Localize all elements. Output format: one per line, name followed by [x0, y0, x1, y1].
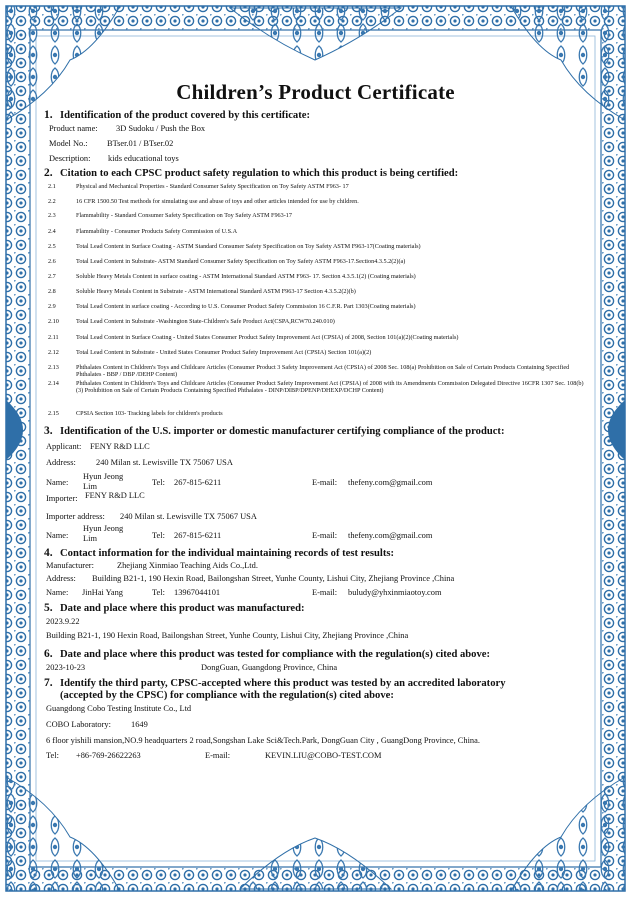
- tel-label: Tel:: [152, 478, 165, 487]
- email-label-2: E-mail:: [312, 531, 338, 540]
- tel-value-2: 267-815-6211: [174, 531, 222, 540]
- product-name-value: 3D Sudoku / Push the Box: [116, 124, 206, 133]
- citation-text: Phthalates Content in Children's Toys and Childcare Articles (Consumer Product 3 Safety Improvement Act (CPSIA) of 2008 Sec. 108(a) Prohibition on Sale of Certain Products Containing Specified Phthalates - BBP / DBP /DEHP Content): [76, 364, 570, 379]
- citation-number: 2.4: [48, 228, 56, 235]
- manufacture-date: 2023.9.22: [46, 617, 80, 626]
- applicant-label: Applicant:: [46, 442, 82, 451]
- section-6-heading: 6. Date and place where this product was tested for compliance with the regulation(s) cited above:: [44, 648, 490, 660]
- record-name-value: JinHai Yang: [82, 588, 123, 597]
- test-date: 2023-10-23: [46, 663, 86, 672]
- contact-name-label: Name:: [46, 478, 69, 487]
- manufacturer-address-label: Address:: [46, 574, 76, 583]
- citation-number: 2.3: [48, 212, 56, 219]
- citation-text: CPSIA Section 103- Tracking labels for children's products: [76, 410, 223, 417]
- citation-number: 2.6: [48, 258, 56, 265]
- section-2-heading: 2. Citation to each CPSC product safety regulation to which this product is being certified:: [44, 167, 459, 179]
- email-value-2: thefeny.com@gmail.com: [348, 531, 433, 540]
- citation-text: Total Lead Content in Substrate - United States Consumer Product Safety Improvement Act (CPSIA) Section 101(a)(2): [76, 349, 372, 356]
- citation-text: Soluble Heavy Metals Content in Substrate - ASTM International Standard ASTM F963-17 Section 4.3.5.2(2)(b): [76, 288, 356, 295]
- citation-text: Total Lead Content in Substrate -Washington State-Children's Safe Product Act(CSPA,RCW70.240.010): [76, 318, 335, 325]
- importer-address-label: Importer address:: [46, 512, 105, 521]
- address-label: Address:: [46, 458, 76, 467]
- importer-label: Importer:: [46, 494, 78, 503]
- manufacture-place: Building B21-1, 190 Hexin Road, Bailongshan Street, Yunhe County, Lishui City, Zhejiang Province ,China: [46, 631, 409, 640]
- citation-text: Flammability - Standard Consumer Safety Specification on Toy Safety ASTM F963-17: [76, 212, 292, 219]
- importer-address-value: 240 Milan st. Lewisville TX 75067 USA: [120, 512, 257, 521]
- record-tel-label: Tel:: [152, 588, 165, 597]
- description-label: Description:: [49, 154, 91, 163]
- contact-name-value-2: Hyun Jeong Lim: [83, 524, 124, 543]
- contact-name-label-2: Name:: [46, 531, 69, 540]
- citation-number: 2.15: [48, 410, 59, 417]
- model-label: Model No.:: [49, 139, 88, 148]
- product-name-label: Product name:: [49, 124, 98, 133]
- citation-text: Physical and Mechanical Properties - Standard Consumer Safety Specification on Toy Safety ASTM F963- 17: [76, 183, 349, 190]
- section-4-heading: 4. Contact information for the individual maintaining records of test results:: [44, 547, 394, 559]
- citation-text: Total Lead Content in Substrate- ASTM Standard Consumer Safety Specification on Toy Safety ASTM F963-17.Section4.3.5.2(2)(a): [76, 258, 406, 265]
- contact-name-value: Hyun Jeong Lim: [83, 472, 124, 491]
- citation-number: 2.1: [48, 183, 56, 190]
- citation-number: 2.12: [48, 349, 59, 356]
- section-3-heading: 3. Identification of the U.S. importer or domestic manufacturer certifying compliance of the product:: [44, 425, 505, 437]
- citation-number: 2.5: [48, 243, 56, 250]
- citation-number: 2.11: [48, 334, 59, 341]
- certificate-title: Children’s Product Certificate: [176, 80, 455, 104]
- citation-number: 2.14: [48, 380, 59, 387]
- citation-text: 16 CFR 1500.50 Test methods for simulating use and abuse of toys and other articles intended for use by children.: [76, 198, 359, 205]
- tel-value: 267-815-6211: [174, 478, 222, 487]
- tel-label-2: Tel:: [152, 531, 165, 540]
- record-email-label: E-mail:: [312, 588, 338, 597]
- citation-text: Total Lead Content in Surface Coating - United States Consumer Product Safety Improvement Act (CPSIA) of 2008, Section 101(a)(2)(Coating materials): [76, 334, 459, 341]
- record-tel-value: 13967044101: [174, 588, 221, 597]
- manufacturer-address-value: Building B21-1, 190 Hexin Road, Bailongshan Street, Yunhe County, Lishui City, Zhejiang Province ,China: [92, 574, 455, 583]
- email-value: thefeny.com@gmail.com: [348, 478, 433, 487]
- importer-value: FENY R&D LLC: [85, 491, 145, 500]
- lab-email-label: E-mail:: [205, 751, 231, 760]
- section-1-heading: 1. Identification of the product covered by this certificate:: [44, 109, 310, 121]
- citation-text: Total Lead Content in Surface Coating - ASTM Standard Consumer Safety Specification on Toy Safety ASTM F963-17(Coating materials): [76, 243, 421, 250]
- description-value: kids educational toys: [108, 154, 179, 163]
- record-email-value: buludy@yhxinmiaotoy.com: [348, 588, 442, 597]
- citation-number: 2.2: [48, 198, 56, 205]
- model-value: BTser.01 / BTser.02: [107, 139, 174, 148]
- citation-text: Total Lead Content in surface coating - According to U.S. Consumer Product Safety Commission 16 C.F.R. Part 1303(Coating materials): [76, 303, 416, 310]
- citation-number: 2.10: [48, 318, 59, 325]
- section-7-heading: 7. Identify the third party, CPSC-accepted where this product was tested by an accredited laboratory (accepted by the CPSC) for compliance with the regulation(s) cited above:: [44, 677, 506, 701]
- manufacturer-label: Manufacturer:: [46, 561, 94, 570]
- citation-text: Soluble Heavy Metals Content in surface coating - ASTM International Standard ASTM F963- 17. Section 4.3.5.1(2) (Coating materials): [76, 273, 416, 280]
- citation-number: 2.8: [48, 288, 56, 295]
- email-label: E-mail:: [312, 478, 338, 487]
- manufacturer-value: Zhejiang Xinmiao Teaching Aids Co.,Ltd.: [117, 561, 258, 570]
- lab-address: 6 floor yishili mansion,NO.9 headquarters 2 road,Songshan Lake Sci&Tech.Park, DongGuan City , GuangDong Province, China.: [46, 736, 480, 745]
- citation-number: 2.13: [48, 364, 59, 371]
- applicant-value: FENY R&D LLC: [90, 442, 150, 451]
- cobo-lab-label: COBO Laboratory:: [46, 720, 111, 729]
- citation-text: Phthalates Content in Children's Toys and Childcare Articles (Consumer Product Safety Improvement Act (CPSIA) of 2008 with its Amendments Commission Delegated Directive 16CFR 1307 Sec. 108(b)(3) Prohibition on Sale of Certain Products Containing Specified Phthalates - DINP/DIBP/DPENP/DHEXP/DCHP Content): [76, 380, 584, 395]
- cobo-lab-value: 1649: [131, 720, 148, 729]
- section-5-heading: 5. Date and place where this product was manufactured:: [44, 602, 305, 614]
- address-value: 240 Milan st. Lewisville TX 75067 USA: [96, 458, 233, 467]
- citation-number: 2.9: [48, 303, 56, 310]
- lab-tel-value: +86-769-26622263: [76, 751, 141, 760]
- test-place: DongGuan, Guangdong Province, China: [201, 663, 338, 672]
- lab-name: Guangdong Cobo Testing Institute Co., Ltd: [46, 704, 192, 713]
- citation-text: Flammability - Consumer Products Safety Commission of U.S.A: [76, 228, 238, 235]
- citation-number: 2.7: [48, 273, 56, 280]
- record-name-label: Name:: [46, 588, 69, 597]
- lab-tel-label: Tel:: [46, 751, 59, 760]
- lab-email-value: KEVIN.LIU@COBO-TEST.COM: [265, 751, 382, 760]
